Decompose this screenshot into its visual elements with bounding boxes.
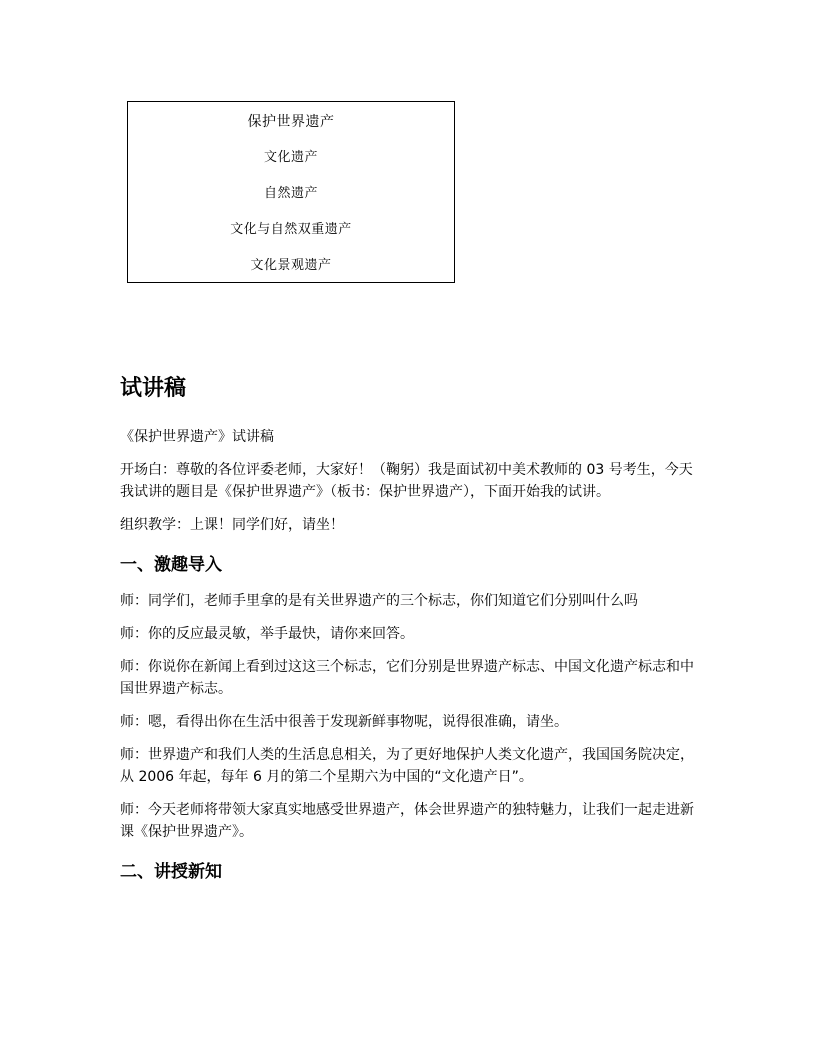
board-title: 保护世界遗产 [247,114,335,130]
board-item-natural-heritage: 自然遗产 [263,186,318,201]
paragraph: 师：同学们，老师手里拿的是有关世界遗产的三个标志，你们知道它们分别叫什么吗 [120,593,638,609]
paragraph: 师：你说你在新闻上看到过这这三个标志，它们分别是世界遗产标志、中国文化遗产标志和中国世界遗产标志。 [120,659,694,697]
document-body [120,372,700,897]
blackboard-outline-box [127,101,455,283]
section-heading-new-knowledge: 二、讲授新知 [120,862,222,882]
paragraph: 师：世界遗产和我们人类的生活息息相关，为了更好地保护人类文化遗产，我国国务院决定，从 2006 年起，每年 6 月的第二个星期六为中国的“文化遗产日”。 [120,747,694,785]
board-item-mixed-heritage: 文化与自然双重遗产 [230,222,352,237]
section-heading-intro: 一、激趣导入 [120,555,222,575]
paragraph: 师：嗯，看得出你在生活中很善于发现新鲜事物呢，说得很准确，请坐。 [120,714,568,730]
board-item-cultural-heritage: 文化遗产 [263,150,318,165]
document-subtitle: 《保护世界遗产》试讲稿 [120,429,274,445]
paragraph: 师：你的反应最灵敏，举手最快，请你来回答。 [120,626,414,642]
opening-paragraph: 开场白：尊敬的各位评委老师，大家好！（鞠躬）我是面试初中美术教师的 03 号考生，今天我试讲的题目是《保护世界遗产》（板书：保护世界遗产），下面开始我的试讲。 [120,462,693,500]
paragraph: 师：今天老师将带领大家真实地感受世界遗产，体会世界遗产的独特魅力，让我们一起走进新课《保护世界遗产》。 [120,802,694,840]
board-item-cultural-landscape: 文化景观遗产 [250,258,332,273]
organize-paragraph: 组织教学：上课！同学们好，请坐！ [120,517,344,533]
document-title: 试讲稿 [120,376,187,401]
